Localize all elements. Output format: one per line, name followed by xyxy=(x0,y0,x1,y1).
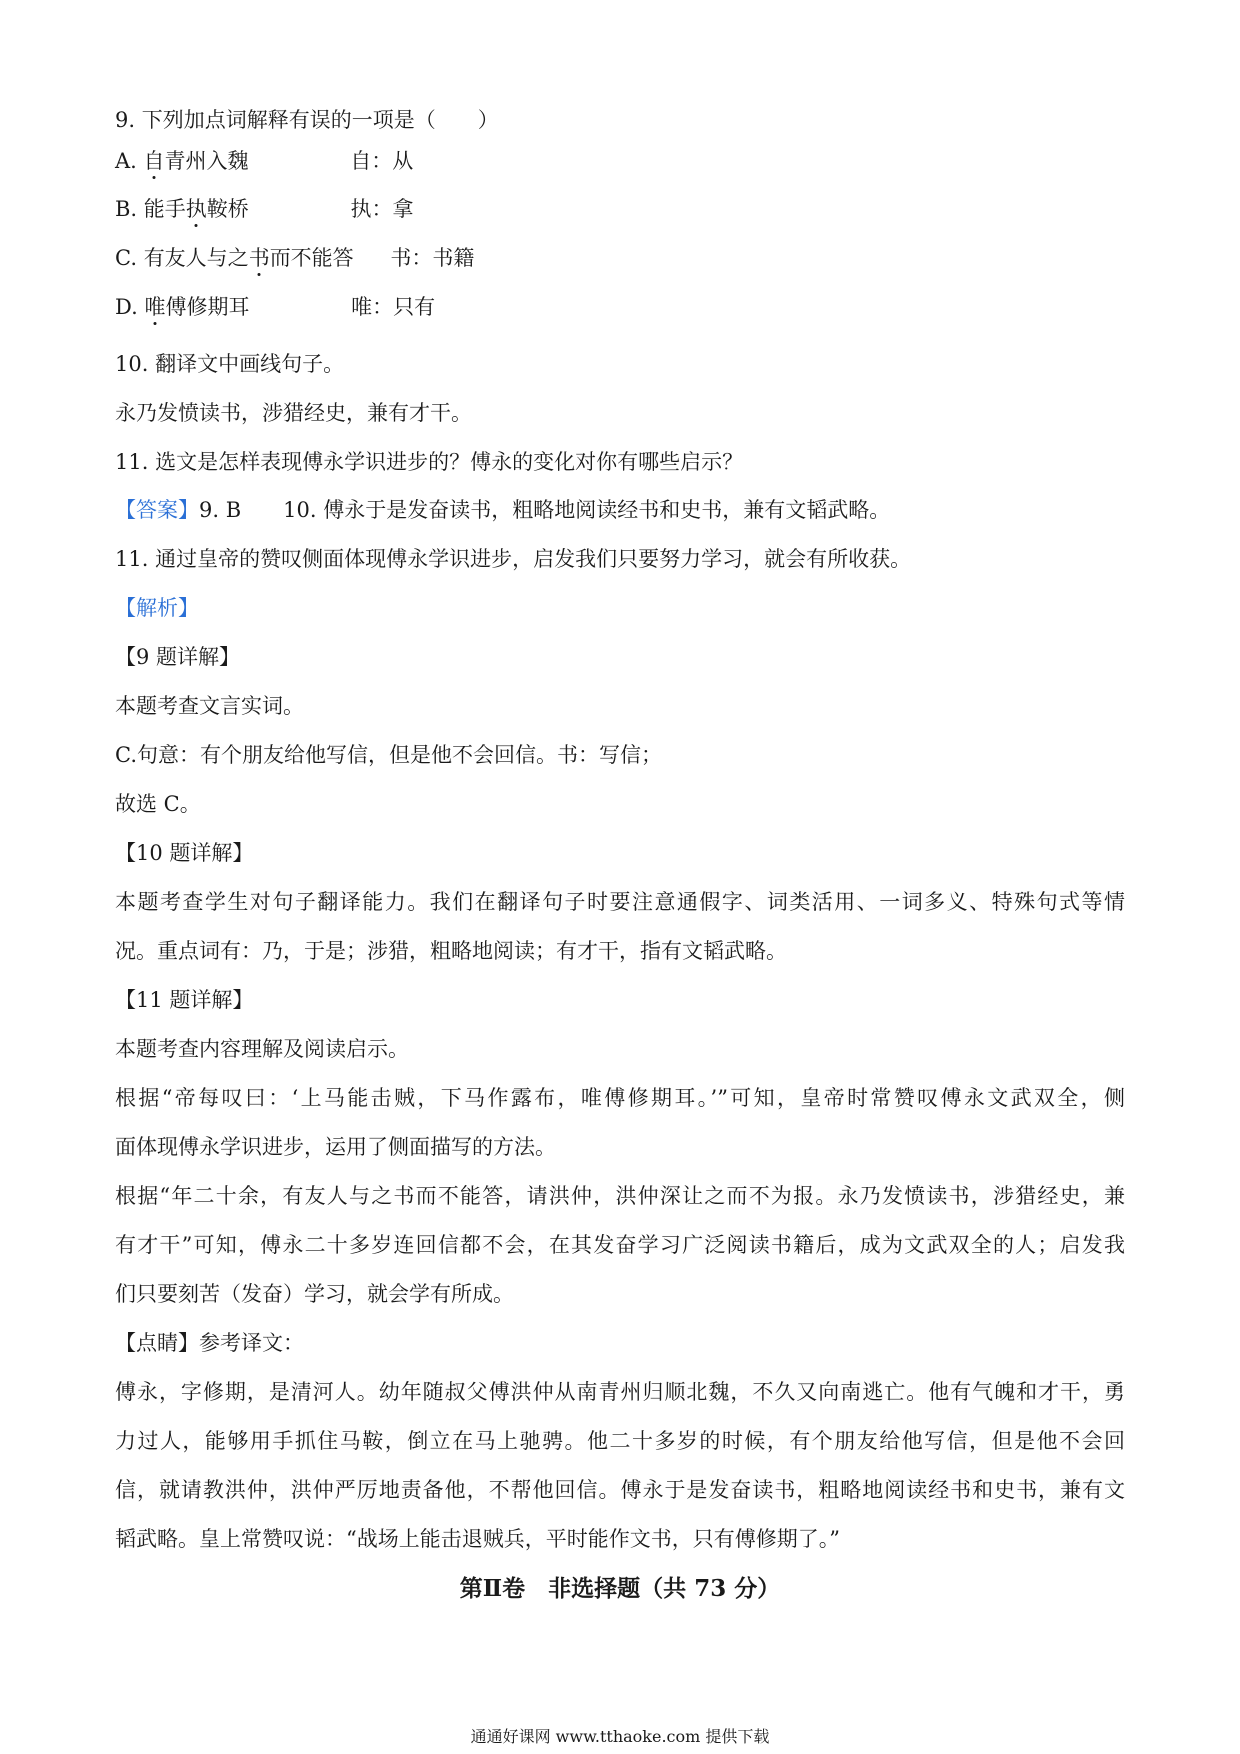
option-gloss: 自：从 xyxy=(350,149,414,173)
q10-detail-line: 况。重点词有：乃，于是；涉猎，粗略地阅读；有才干，指有文韬武略。 xyxy=(115,939,787,963)
translation-line: 傅永，字修期，是清河人。幼年随叔父傅洪仲从南青州归顺北魏，不久又向南逃亡。他有气魄和才干，勇 xyxy=(115,1380,1125,1404)
q9-option-b: B. 能手执鞍桥 执：拿 xyxy=(115,197,414,221)
answer-tag: 【答案】 xyxy=(115,498,199,522)
q10-sentence: 永乃发愤读书，涉猎经史，兼有才干。 xyxy=(115,401,472,425)
translation-line: 信，就请教洪仲，洪仲严厉地责备他，不帮他回信。傅永于是发奋读书，粗略地阅读经书和史书，兼有文 xyxy=(115,1478,1125,1502)
translation-line: 力过人，能够用手抓住马鞍，倒立在马上驰骋。他二十多岁的时候，有个朋友给他写信，但是他不会回 xyxy=(115,1429,1125,1453)
q9-stem: 9. 下列加点词解释有误的一项是（ ） xyxy=(115,108,499,132)
analysis-tag: 【解析】 xyxy=(115,596,199,620)
q11-detail-line: 们只要刻苦（发奋）学习，就会学有所成。 xyxy=(115,1282,514,1306)
q11-stem: 11. 选文是怎样表现傅永学识进步的？傅永的变化对你有哪些启示？ xyxy=(115,450,744,474)
emphasis-dot-word: 唯 xyxy=(144,295,166,319)
section-title: 第Ⅱ卷 非选择题（共 73 分） xyxy=(459,1575,781,1602)
answer-line-1: 【答案】9. B 10. 傅永于是发奋读书，粗略地阅读经书和史书，兼有文韬武略。 xyxy=(115,498,891,522)
q11-detail-line: 本题考查内容理解及阅读启示。 xyxy=(115,1037,409,1061)
option-gloss: 书：书籍 xyxy=(390,246,475,270)
q9-detail-line: 本题考查文言实词。 xyxy=(115,694,304,718)
q11-detail-line: 根据“帝每叹曰：‘上马能击贼，下马作露布，唯傅修期耳。’”可知，皇帝时常赞叹傅永文武双全，侧 xyxy=(115,1086,1125,1110)
q9-option-c: C. 有友人与之书而不能答 书：书籍 xyxy=(115,246,475,270)
q11-detail-line: 根据“年二十余，有友人与之书而不能答，请洪仲，洪仲深让之而不为报。永乃发愤读书，涉猎经史，兼 xyxy=(115,1184,1125,1208)
option-gloss: 执：拿 xyxy=(350,197,414,221)
q9-detail-heading: 【9 题详解】 xyxy=(115,645,241,669)
translation-line: 韬武略。皇上常赞叹说：“战场上能击退贼兵，平时能作文书，只有傅修期了。” xyxy=(115,1527,840,1551)
option-gloss: 唯：只有 xyxy=(351,295,436,319)
q11-detail-line: 面体现傅永学识进步，运用了侧面描写的方法。 xyxy=(115,1135,556,1159)
q9-option-a: A. 自青州入魏 自：从 xyxy=(115,149,414,173)
q11-detail-line: 有才干”可知，傅永二十多岁连回信都不会，在其发奋学习广泛阅读书籍后，成为文武双全的人；启发我 xyxy=(115,1233,1125,1257)
q9-detail-line: 故选 C。 xyxy=(115,792,201,816)
emphasis-dot-word: 自 xyxy=(143,149,165,173)
q11-detail-heading: 【11 题详解】 xyxy=(115,988,254,1012)
q9-detail-line: C.句意：有个朋友给他写信，但是他不会回信。书：写信； xyxy=(115,743,662,767)
answer-line-2: 11. 通过皇帝的赞叹侧面体现傅永学识进步，启发我们只要努力学习，就会有所收获。 xyxy=(115,547,912,571)
q10-stem: 10. 翻译文中画线句子。 xyxy=(115,352,345,376)
q10-detail-heading: 【10 题详解】 xyxy=(115,841,254,865)
tip-heading: 【点睛】参考译文： xyxy=(115,1331,304,1355)
emphasis-dot-word: 书 xyxy=(248,246,270,270)
emphasis-dot-word: 执 xyxy=(185,197,207,221)
q10-detail-line: 本题考查学生对句子翻译能力。我们在翻译句子时要注意通假字、词类活用、一词多义、特殊句式等情 xyxy=(115,890,1125,914)
footer-source: 通通好课网 www.tthaoke.com 提供下载 xyxy=(470,1727,770,1746)
q9-option-d: D. 唯傅修期耳 唯：只有 xyxy=(115,295,436,319)
